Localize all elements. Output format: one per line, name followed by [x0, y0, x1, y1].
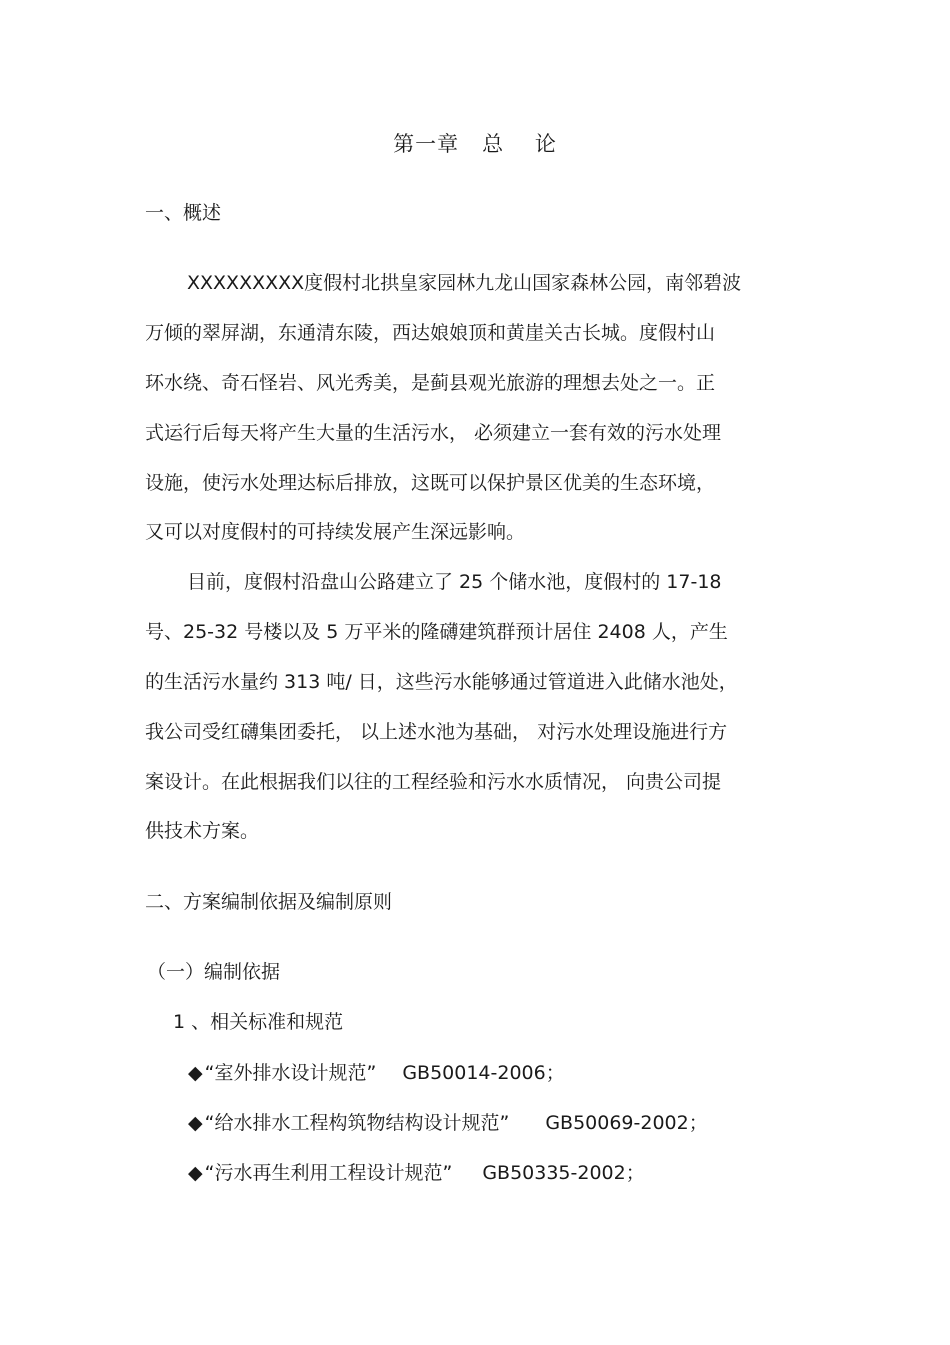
paragraph-line: 式运行后每天将产生大量的生活污水， 必须建立一套有效的污水处理	[145, 422, 722, 444]
paragraph-line: XXXXXXXXX度假村北拱皇家园林九龙山国家森林公园，南邻碧波	[187, 272, 742, 294]
standard-name: “室外排水设计规范”	[204, 1062, 377, 1084]
diamond-bullet-icon: ◆	[188, 1112, 203, 1134]
diamond-bullet-icon: ◆	[188, 1162, 203, 1184]
paragraph-line: 环水绕、奇石怪岩、风光秀美，是蓟县观光旅游的理想去处之一。正	[145, 372, 716, 394]
standard-name: “给水排水工程构筑物结构设计规范”	[204, 1112, 510, 1134]
standard-list-item	[188, 1111, 708, 1135]
chapter-title: 第一章 总 论	[393, 132, 557, 156]
paragraph-line: 供技术方案。	[145, 820, 260, 842]
paragraph-line: 万倾的翠屏湖，东通清东陵，西达娘娘顶和黄崖关古长城。度假村山	[145, 322, 716, 344]
standard-list-item	[188, 1161, 645, 1185]
paragraph-line: 我公司受红礴集团委托， 以上述水池为基础， 对污水处理设施进行方	[145, 721, 728, 743]
paragraph-line: 目前，度假村沿盘山公路建立了 25 个储水池，度假村的 17-18	[187, 571, 722, 593]
standard-name: “污水再生利用工程设计规范”	[204, 1162, 453, 1184]
section-heading-basis: 二、方案编制依据及编制原则	[145, 891, 393, 913]
paragraph-line: 的生活污水量约 313 吨/ 日，这些污水能够通过管道进入此储水池处，	[145, 671, 738, 693]
standard-code: GB50335-2002；	[482, 1162, 645, 1184]
sub-heading-basis: （一）编制依据	[147, 961, 281, 983]
section-heading-overview: 一、概述	[145, 202, 222, 224]
paragraph-line: 案设计。在此根据我们以往的工程经验和污水水质情况， 向贵公司提	[145, 771, 722, 793]
item-heading-standards: 1 、相关标准和规范	[173, 1011, 344, 1033]
standard-code: GB50014-2006；	[402, 1062, 565, 1084]
paragraph-line: 又可以对度假村的可持续发展产生深远影响。	[145, 521, 526, 543]
standard-list-item	[188, 1061, 565, 1085]
paragraph-line: 号、25-32 号楼以及 5 万平米的隆礴建筑群预计居住 2408 人，产生	[145, 621, 728, 643]
diamond-bullet-icon: ◆	[188, 1062, 203, 1084]
paragraph-line: 设施，使污水处理达标后排放，这既可以保护景区优美的生态环境，	[145, 472, 716, 494]
standard-code: GB50069-2002；	[545, 1112, 708, 1134]
